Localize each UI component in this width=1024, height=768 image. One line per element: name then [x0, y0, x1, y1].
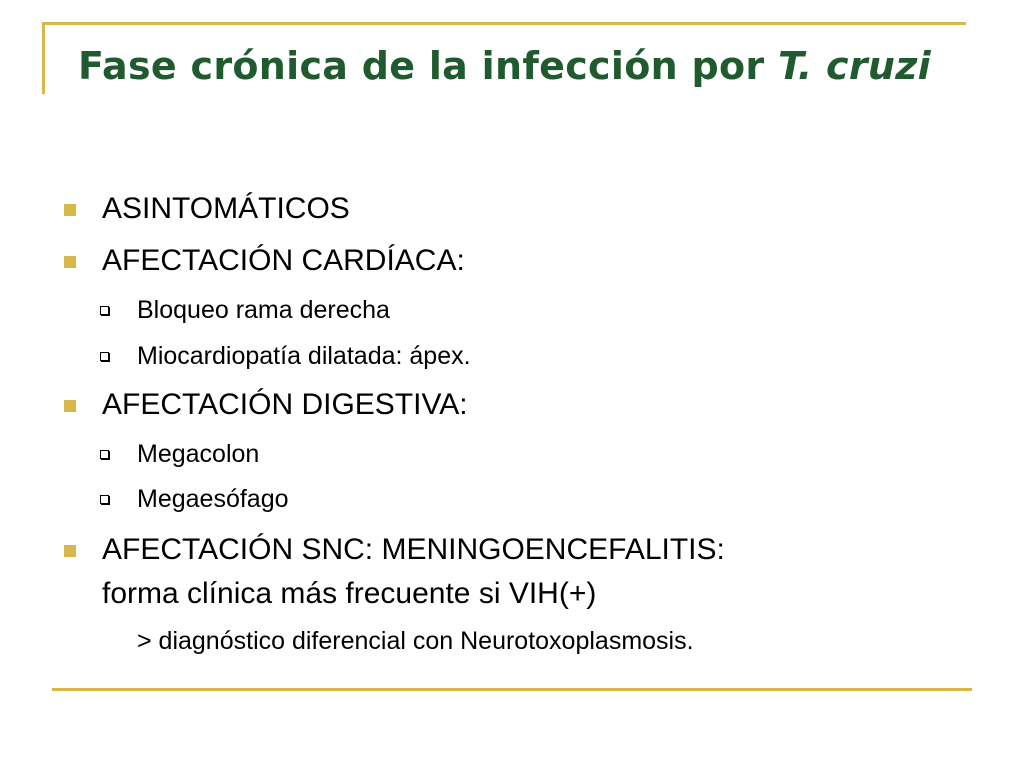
bullet-text: ASINTOMÁTICOS	[102, 192, 350, 225]
checkbox-bullet-icon	[100, 306, 109, 315]
slide-title-italic: T. cruzi	[777, 44, 931, 88]
bullet-text: Megaesófago	[137, 485, 289, 513]
checkbox-bullet-icon	[100, 352, 109, 361]
square-bullet-icon	[64, 545, 76, 557]
bullet-text: Miocardiopatía dilatada: ápex.	[137, 342, 471, 370]
square-bullet-icon	[64, 204, 76, 216]
slide-title-main: Fase crónica de la infección por	[78, 44, 778, 88]
bullet-text: AFECTACIÓN DIGESTIVA:	[102, 388, 468, 421]
frame-top-line	[42, 22, 966, 25]
bullet-text: Bloqueo rama derecha	[137, 296, 390, 324]
frame-bottom-line	[52, 688, 972, 691]
checkbox-bullet-icon	[100, 450, 109, 459]
square-bullet-icon	[64, 400, 76, 412]
slide-title	[78, 44, 931, 88]
bullet-text: Megacolon	[137, 440, 260, 468]
frame-left-line	[42, 22, 45, 94]
checkbox-bullet-icon	[100, 495, 109, 504]
bullet-text: AFECTACIÓN CARDÍACA:	[102, 244, 465, 277]
square-bullet-icon	[64, 256, 76, 268]
bullet-text: > diagnóstico diferencial con Neurotoxoplasmosis.	[137, 627, 694, 655]
bullet-text: forma clínica más frecuente si VIH(+)	[102, 577, 597, 610]
bullet-text: AFECTACIÓN SNC: MENINGOENCEFALITIS:	[102, 533, 725, 566]
